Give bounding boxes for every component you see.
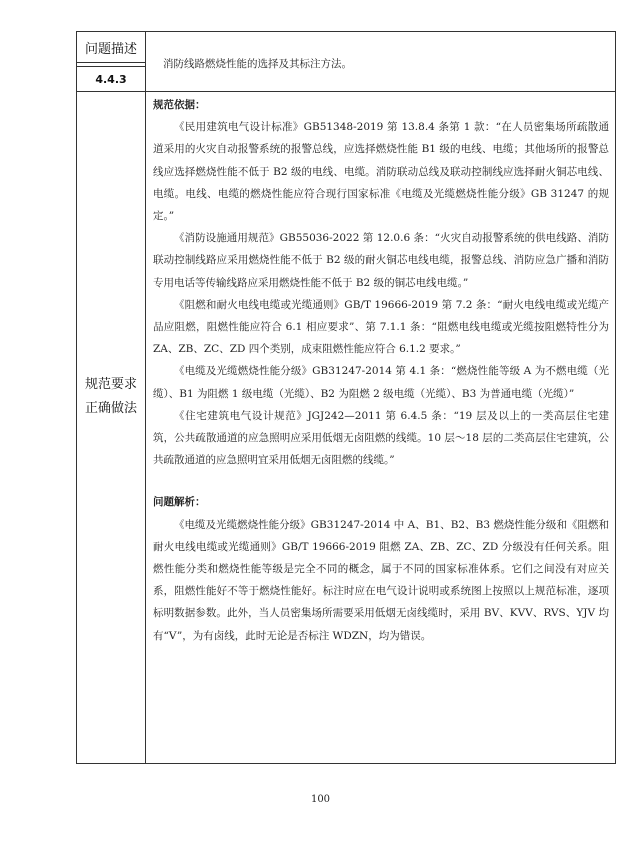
main-label-line-2: 正确做法	[84, 401, 137, 416]
label-divider-top	[77, 62, 145, 63]
basis-paragraph: 《住宅建筑电气设计规范》JGJ242—2011 第 6.4.5 条：“19 层及以上的一类高层住宅建筑，公共疏散通道的应急照明应采用低烟无卤阻燃的线缆。10 层～18 层的二类高层住宅建筑，公共疏散通道的应急照明宜采用低烟无卤阻燃的线缆。”	[153, 409, 609, 467]
main-label-line-1: 规范要求	[84, 377, 137, 392]
topic-label: 问题描述	[84, 42, 137, 57]
analysis-paragraph: 《电缆及光缆燃烧性能分级》GB31247-2014 中 A、B1、B2、B3 燃烧性能分级和《阻燃和耐火电线电缆或光缆通则》GB/T 19666-2019 阻燃 ZA、ZB、ZC、ZD 分级没有任何关系。阻燃性能分类和燃烧性能等级是完全不同的概念，属于不同的国家标准体系。它们之间没有对应关系，阻燃性能好不等于燃烧性能好。标注时应在电气设计说明或系统图上按照以上规范标准，逐项标明数据参数。此外，当人员密集场所需要采用低烟无卤线缆时，采用 BV、KVV、RVS、YJV 均有“V”，为有卤线，此时无论是否标注 WDZN，均为错误。	[153, 518, 609, 642]
main-label	[77, 373, 145, 421]
column-divider	[145, 32, 146, 763]
label-divider-bottom	[77, 66, 145, 67]
page-number: 100	[310, 794, 331, 805]
basis-paragraph: 《电缆及光缆燃烧性能分级》GB31247-2014 第 4.1 条：“燃烧性能等级 A 为不燃电缆（光缆）、B1 为阻燃 1 级电缆（光缆）、B2 为阻燃 2 级电缆（光缆）、B3 为普通电缆（光缆）”	[153, 365, 609, 400]
row-divider	[77, 91, 615, 92]
topic-text: 消防线路燃烧性能的选择及其标注方法。	[163, 58, 352, 70]
spacer	[153, 471, 609, 491]
basis-heading: 规范依据：	[153, 99, 206, 111]
basis-paragraph: 《阻燃和耐火电线电缆或光缆通则》GB/T 19666-2019 第 7.2 条：“耐火电线电缆或光缆产品应阻燃，阻燃性能应符合 6.1 相应要求”、第 7.1.1 条：“阻燃电线电缆或光缆按阻燃特性分为 ZA、ZB、ZC、ZD 四个类别，成束阻燃性能应符合 6.1.2 要求。”	[153, 298, 609, 356]
basis-paragraph: 《消防设施通用规范》GB55036-2022 第 12.0.6 条：“火灾自动报警系统的供电线路、消防联动控制线路应采用燃烧性能不低于 B2 级的耐火铜芯电线电缆，报警总线、消防应急广播和消防专用电话等传输线路应采用燃烧性能不低于 B2 级的铜芯电线电缆。”	[153, 232, 609, 289]
spec-table	[76, 31, 616, 764]
content-cell	[153, 94, 609, 647]
basis-paragraph: 《民用建筑电气设计标准》GB51348-2019 第 13.8.4 条第 1 款：“在人员密集场所疏散通道采用的火灾自动报警系统的报警总线，应选择燃烧性能 B1 级的电线、电缆；其他场所的报警总线应选择燃烧性能不低于 B2 级的电线、电缆。消防联动总线及联动控制线应选择耐火铜芯电线、电缆。电线、电缆的燃烧性能应符合现行国家标准《电缆及光缆燃烧性能分级》GB 31247 的规定。”	[153, 121, 609, 223]
section-number: 4.4.3	[95, 73, 127, 86]
analysis-heading: 问题解析：	[153, 496, 206, 509]
